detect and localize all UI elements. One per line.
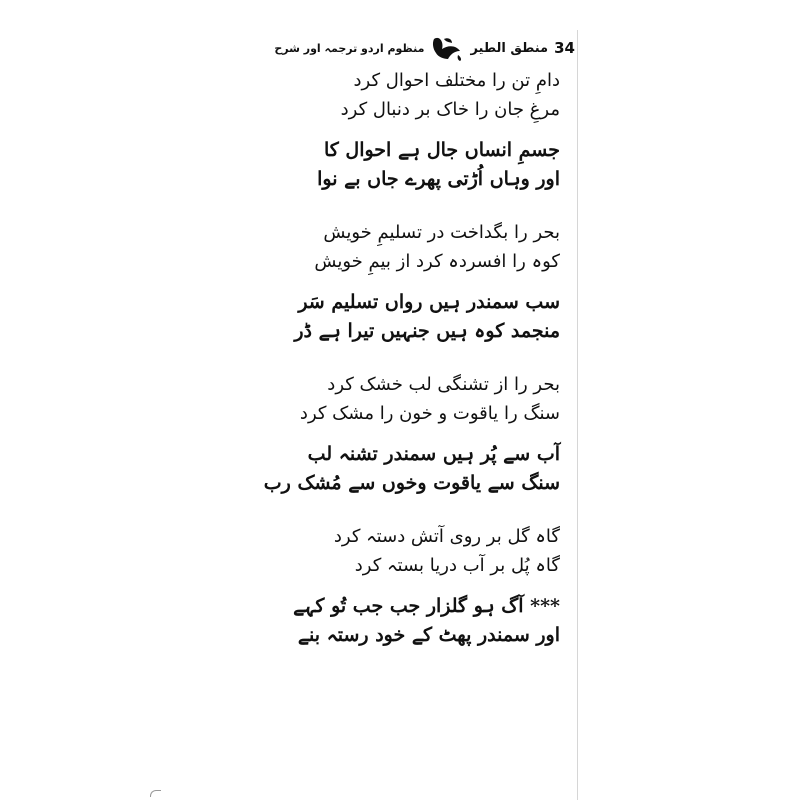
urdu-verse: سب سمندر ہیں رواں تسلیم سَر: [298, 291, 560, 313]
urdu-verse: جسمِ انساں جال ہے احوال کا: [323, 139, 560, 161]
book-subtitle: منظوم اردو ترجمہ اور شرح: [274, 41, 425, 55]
stanza: [255, 218, 560, 346]
urdu-verse: اور وہاں اُڑتی پھرے جاں بے نوا: [317, 168, 560, 190]
urdu-verse: *** آگ ہو گلزار جب جب تُو کہے: [293, 595, 560, 617]
page-edge-line: [577, 30, 578, 800]
persian-verse: کوہ را افسردہ کرد از بیمِ خویش: [314, 251, 560, 272]
poem-body: [255, 66, 560, 650]
persian-verse: بحر را از تشنگی لب خشک کرد: [327, 374, 560, 395]
persian-verse: سنگ را یاقوت و خون را مشک کرد: [299, 403, 560, 424]
page-header: [274, 30, 575, 66]
urdu-verse: سنگ سے یاقوت وخوں سے مُشک رب: [263, 472, 560, 494]
urdu-verse: آب سے پُر ہیں سمندر تشنہ لب: [307, 443, 560, 465]
persian-verse: مرغِ جان را خاک بر دنبال کرد: [340, 99, 560, 120]
stanza: [255, 66, 560, 194]
stanza: [255, 370, 560, 498]
urdu-verse: منجمد کوہ ہیں جنہیں تیرا ہے ڈر: [294, 320, 560, 342]
book-title: منطق الطیر: [470, 40, 549, 56]
page-number: 34: [554, 39, 575, 57]
persian-verse: گاہ گل بر روی آتش دستہ کرد: [333, 526, 560, 547]
page-corner-mark: [150, 790, 161, 797]
stanza: [255, 522, 560, 650]
bird-icon: [430, 33, 464, 63]
urdu-verse: اور سمندر پھٹ کے خود رستہ بنے: [297, 624, 560, 646]
persian-verse: بحر را بگداخت در تسلیمِ خویش: [323, 222, 560, 243]
persian-verse: دامِ تن را مختلف احوال کرد: [353, 70, 560, 91]
persian-verse: گاہ پُل بر آب دریا بستہ کرد: [354, 555, 560, 576]
